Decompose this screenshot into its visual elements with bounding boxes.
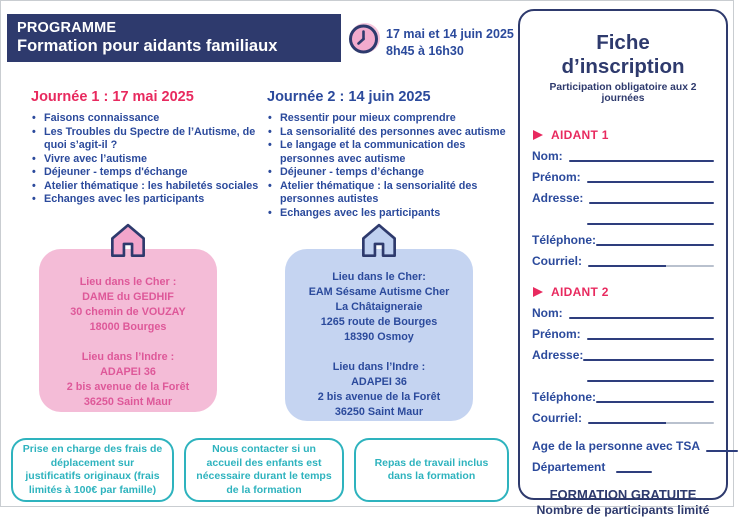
field-label: Courriel:: [532, 254, 583, 268]
location-line: Lieu dans le Cher :: [79, 276, 177, 288]
note-text: Prise en charge des frais de déplacement sur justificatifs originaux (frais limités à 100€ par famille): [22, 443, 163, 496]
note-text: Nous contacter si un accueil des enfants est nécessaire durant le temps de la formation: [196, 443, 332, 496]
day1-column: [31, 89, 259, 207]
aidant1-header: [532, 128, 714, 142]
location-line: 18390 Osmoy: [344, 331, 414, 343]
page-title: Formation pour aidants familiaux: [17, 37, 278, 55]
list-item: • Faisons connaissance: [31, 112, 259, 126]
location-line: DAME du GEDHIF: [82, 291, 174, 303]
field-label: Prénom:: [532, 327, 581, 341]
prenom-input-line[interactable]: [587, 338, 714, 340]
registration-form-panel: [518, 9, 728, 517]
location-line: EAM Sésame Autisme Cher: [308, 286, 450, 298]
field-telephone-1: [532, 234, 714, 247]
list-item: • Déjeuner - temps d'échange: [31, 166, 259, 180]
location-group: [285, 270, 473, 345]
list-item: • La sensorialité des personnes avec autisme: [267, 126, 512, 140]
schedule-block: [386, 26, 514, 60]
header-banner: [7, 14, 341, 62]
field-departement: [532, 461, 714, 474]
list-item: • Ressentir pour mieux comprendre: [267, 112, 512, 126]
location-line: 36250 Saint Maur: [334, 406, 424, 418]
day1-list: [31, 112, 259, 207]
location-group: [39, 350, 217, 410]
field-label: Téléphone:: [532, 390, 597, 404]
triangle-marker-icon: [532, 286, 544, 298]
header-kicker: PROGRAMME: [17, 20, 117, 36]
field-label: Adresse:: [532, 191, 584, 205]
location-box-day1: [39, 249, 217, 412]
location-line: 2 bis avenue de la Forêt: [317, 391, 441, 403]
field-label: Téléphone:: [532, 233, 597, 247]
note-travel-costs: [11, 438, 174, 502]
field-adresse-1: [532, 192, 714, 205]
house-icon: [109, 222, 147, 263]
schedule-dates: 17 mai et 14 juin 2025: [386, 27, 514, 41]
field-courriel-2: [532, 412, 714, 425]
form-title: Fiche d’inscription: [561, 31, 685, 78]
day2-column: [267, 89, 512, 220]
field-prenom-2: [532, 328, 714, 341]
list-item: • Echanges avec les participants: [267, 207, 512, 221]
note-text: Repas de travail inclus dans la formation: [374, 456, 489, 482]
location-line: 36250 Saint Maur: [83, 396, 173, 408]
list-item: • Déjeuner - temps d’échange: [267, 166, 512, 180]
location-line: Lieu dans le Cher:: [332, 271, 426, 283]
day2-list: [267, 112, 512, 220]
field-adresse-1-line2: [587, 213, 714, 226]
location-group: [39, 275, 217, 335]
field-prenom-1: [532, 171, 714, 184]
location-line: 30 chemin de VOUZAY: [70, 306, 186, 318]
field-label: Département: [532, 460, 606, 474]
note-meal: [354, 438, 509, 502]
day2-title: Journée 2 : 14 juin 2025: [267, 89, 431, 105]
list-item: • Le langage et la communication des personnes avec autisme: [267, 139, 512, 166]
prenom-input-line[interactable]: [587, 181, 714, 183]
location-line: ADAPEI 36: [100, 366, 156, 378]
list-item: • Vivre avec l’autisme: [31, 153, 259, 167]
field-label: Courriel:: [532, 411, 583, 425]
note-childcare: [184, 438, 344, 502]
aidant1-label: AIDANT 1: [551, 128, 609, 142]
aidant2-header: [532, 285, 714, 299]
schedule-hours: 8h45 à 16h30: [386, 44, 464, 58]
limited-participants-note: Nombre de participants limité: [536, 503, 710, 517]
location-line: Lieu dans l’Indre :: [81, 351, 175, 363]
field-nom-2: [532, 307, 714, 320]
field-age-tsa: [532, 440, 714, 453]
field-adresse-2: [532, 349, 714, 362]
field-nom-1: [532, 150, 714, 163]
list-item: • Echanges avec les participants: [31, 193, 259, 207]
field-adresse-2-line2: [587, 370, 714, 383]
aidant2-label: AIDANT 2: [551, 285, 609, 299]
location-box-day2: [285, 249, 473, 421]
location-group: [285, 360, 473, 420]
field-label: Nom:: [532, 149, 563, 163]
location-line: ADAPEI 36: [351, 376, 407, 388]
departement-input-line[interactable]: [616, 471, 652, 473]
telephone-input-line[interactable]: [596, 244, 714, 246]
house-icon: [360, 222, 398, 263]
form-subtitle: Participation obligatoire aux 2 journées: [549, 82, 697, 104]
field-label: Adresse:: [532, 348, 584, 362]
courriel-input-line[interactable]: [588, 265, 714, 267]
free-training-note: FORMATION GRATUITE: [549, 487, 697, 502]
field-telephone-2: [532, 391, 714, 404]
telephone-input-line[interactable]: [596, 401, 714, 403]
field-label: Age de la personne avec TSA: [532, 439, 701, 453]
nom-input-line[interactable]: [569, 160, 714, 162]
location-line: 2 bis avenue de la Forêt: [66, 381, 190, 393]
courriel-input-line[interactable]: [588, 422, 714, 424]
location-line: 1265 route de Bourges: [320, 316, 438, 328]
field-courriel-1: [532, 255, 714, 268]
location-line: 18000 Bourges: [89, 321, 167, 333]
adresse-input-line[interactable]: [589, 202, 714, 204]
nom-input-line[interactable]: [569, 317, 714, 319]
triangle-marker-icon: [532, 129, 544, 141]
list-item: • Atelier thématique : les habiletés sociales: [31, 180, 259, 194]
list-item: • Atelier thématique : la sensorialité des personnes autistes: [267, 180, 512, 207]
adresse-input-line2[interactable]: [587, 380, 714, 382]
day1-title: Journée 1 : 17 mai 2025: [31, 89, 194, 105]
age-input-line[interactable]: [706, 450, 738, 452]
field-label: Prénom:: [532, 170, 581, 184]
field-label: Nom:: [532, 306, 563, 320]
adresse-input-line2[interactable]: [587, 223, 714, 225]
location-line: La Châtaigneraie: [335, 301, 423, 313]
adresse-input-line[interactable]: [583, 359, 714, 361]
clock-icon: [347, 22, 381, 56]
location-line: Lieu dans l’Indre :: [332, 361, 426, 373]
list-item: • Les Troubles du Spectre de l’Autisme, de quoi s’agit-il ?: [31, 126, 259, 153]
